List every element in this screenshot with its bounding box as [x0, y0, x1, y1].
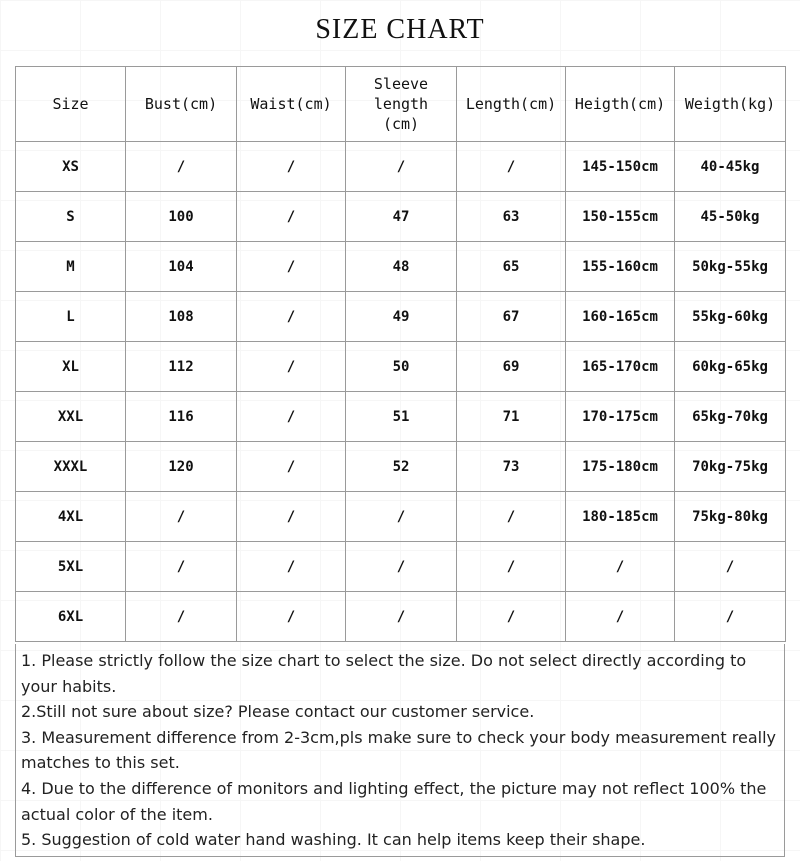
note-item: 4. Due to the difference of monitors and lighting effect, the picture may not reflect 100% the actual color of the item. — [21, 778, 767, 824]
header-waist: Waist(cm) — [237, 67, 346, 142]
note-item: 1. Please strictly follow the size chart to select the size. Do not select directly according to your habits. — [21, 651, 747, 696]
header-bust: Bust(cm) — [126, 67, 237, 142]
header-size: Size — [16, 67, 126, 142]
cell-height: / — [566, 592, 675, 642]
cell-height: 175-180cm — [566, 442, 675, 492]
cell-bust: 120 — [126, 442, 237, 492]
header-sleeve-length: Sleeve length (cm) — [346, 67, 457, 142]
cell-size: XL — [16, 342, 126, 392]
size-chart-table — [15, 66, 786, 642]
cell-size: XS — [16, 142, 126, 192]
cell-weight: 45-50kg — [675, 192, 786, 242]
cell-bust: / — [126, 542, 237, 592]
cell-height: 170-175cm — [566, 392, 675, 442]
note-item: 2.Still not sure about size? Please contact our customer service. — [21, 702, 535, 722]
cell-bust: 116 — [126, 392, 237, 442]
cell-waist: / — [237, 542, 346, 592]
cell-length: / — [457, 592, 566, 642]
cell-weight: / — [675, 592, 786, 642]
cell-bust: 108 — [126, 292, 237, 342]
cell-bust: / — [126, 592, 237, 642]
cell-weight: 50kg-55kg — [675, 242, 786, 292]
cell-size: M — [16, 242, 126, 292]
cell-waist: / — [237, 592, 346, 642]
cell-sleeve: 52 — [346, 442, 457, 492]
note-item: 3. Measurement difference from 2-3cm,pls make sure to check your body measurement really matches to this set. — [21, 727, 777, 773]
cell-sleeve: 51 — [346, 392, 457, 442]
cell-weight: 40-45kg — [675, 142, 786, 192]
table-row — [16, 342, 786, 392]
table-row — [16, 392, 786, 442]
cell-weight: 60kg-65kg — [675, 342, 786, 392]
cell-weight: 70kg-75kg — [675, 442, 786, 492]
cell-length: / — [457, 542, 566, 592]
cell-height: 160-165cm — [566, 292, 675, 342]
cell-weight: / — [675, 542, 786, 592]
cell-length: / — [457, 492, 566, 542]
cell-weight: 75kg-80kg — [675, 492, 786, 542]
cell-weight: 65kg-70kg — [675, 392, 786, 442]
header-height: Heigth(cm) — [566, 67, 675, 142]
cell-waist: / — [237, 342, 346, 392]
cell-waist: / — [237, 442, 346, 492]
cell-length: / — [457, 142, 566, 192]
cell-sleeve: / — [346, 542, 457, 592]
header-weight: Weigth(kg) — [675, 67, 786, 142]
cell-waist: / — [237, 292, 346, 342]
cell-length: 63 — [457, 192, 566, 242]
table-row — [16, 542, 786, 592]
cell-waist: / — [237, 492, 346, 542]
cell-sleeve: / — [346, 142, 457, 192]
cell-size: XXL — [16, 392, 126, 442]
cell-height: 180-185cm — [566, 492, 675, 542]
cell-waist: / — [237, 192, 346, 242]
cell-size: L — [16, 292, 126, 342]
cell-waist: / — [237, 242, 346, 292]
cell-sleeve: / — [346, 492, 457, 542]
cell-sleeve: / — [346, 592, 457, 642]
table-row — [16, 592, 786, 642]
cell-waist: / — [237, 142, 346, 192]
page-title: SIZE CHART — [315, 14, 485, 45]
table-row — [16, 492, 786, 542]
cell-waist: / — [237, 392, 346, 442]
cell-size: 6XL — [16, 592, 126, 642]
cell-sleeve: 47 — [346, 192, 457, 242]
cell-weight: 55kg-60kg — [675, 292, 786, 342]
cell-size: S — [16, 192, 126, 242]
note-item: 5. Suggestion of cold water hand washing. It can help items keep their shape. — [21, 830, 646, 850]
header-length: Length(cm) — [457, 67, 566, 142]
cell-size: 5XL — [16, 542, 126, 592]
cell-bust: 100 — [126, 192, 237, 242]
cell-sleeve: 49 — [346, 292, 457, 342]
cell-sleeve: 48 — [346, 242, 457, 292]
cell-height: 165-170cm — [566, 342, 675, 392]
table-row — [16, 292, 786, 342]
cell-bust: / — [126, 142, 237, 192]
cell-height: / — [566, 542, 675, 592]
cell-height: 155-160cm — [566, 242, 675, 292]
cell-length: 65 — [457, 242, 566, 292]
cell-length: 69 — [457, 342, 566, 392]
cell-bust: 104 — [126, 242, 237, 292]
cell-height: 145-150cm — [566, 142, 675, 192]
table-row — [16, 142, 786, 192]
cell-length: 71 — [457, 392, 566, 442]
table-row — [16, 442, 786, 492]
table-row — [16, 192, 786, 242]
table-header-row — [16, 67, 786, 142]
table-row — [16, 242, 786, 292]
cell-height: 150-155cm — [566, 192, 675, 242]
cell-bust: / — [126, 492, 237, 542]
size-notes — [15, 644, 785, 857]
cell-size: XXXL — [16, 442, 126, 492]
cell-size: 4XL — [16, 492, 126, 542]
cell-length: 67 — [457, 292, 566, 342]
cell-bust: 112 — [126, 342, 237, 392]
cell-sleeve: 50 — [346, 342, 457, 392]
cell-length: 73 — [457, 442, 566, 492]
